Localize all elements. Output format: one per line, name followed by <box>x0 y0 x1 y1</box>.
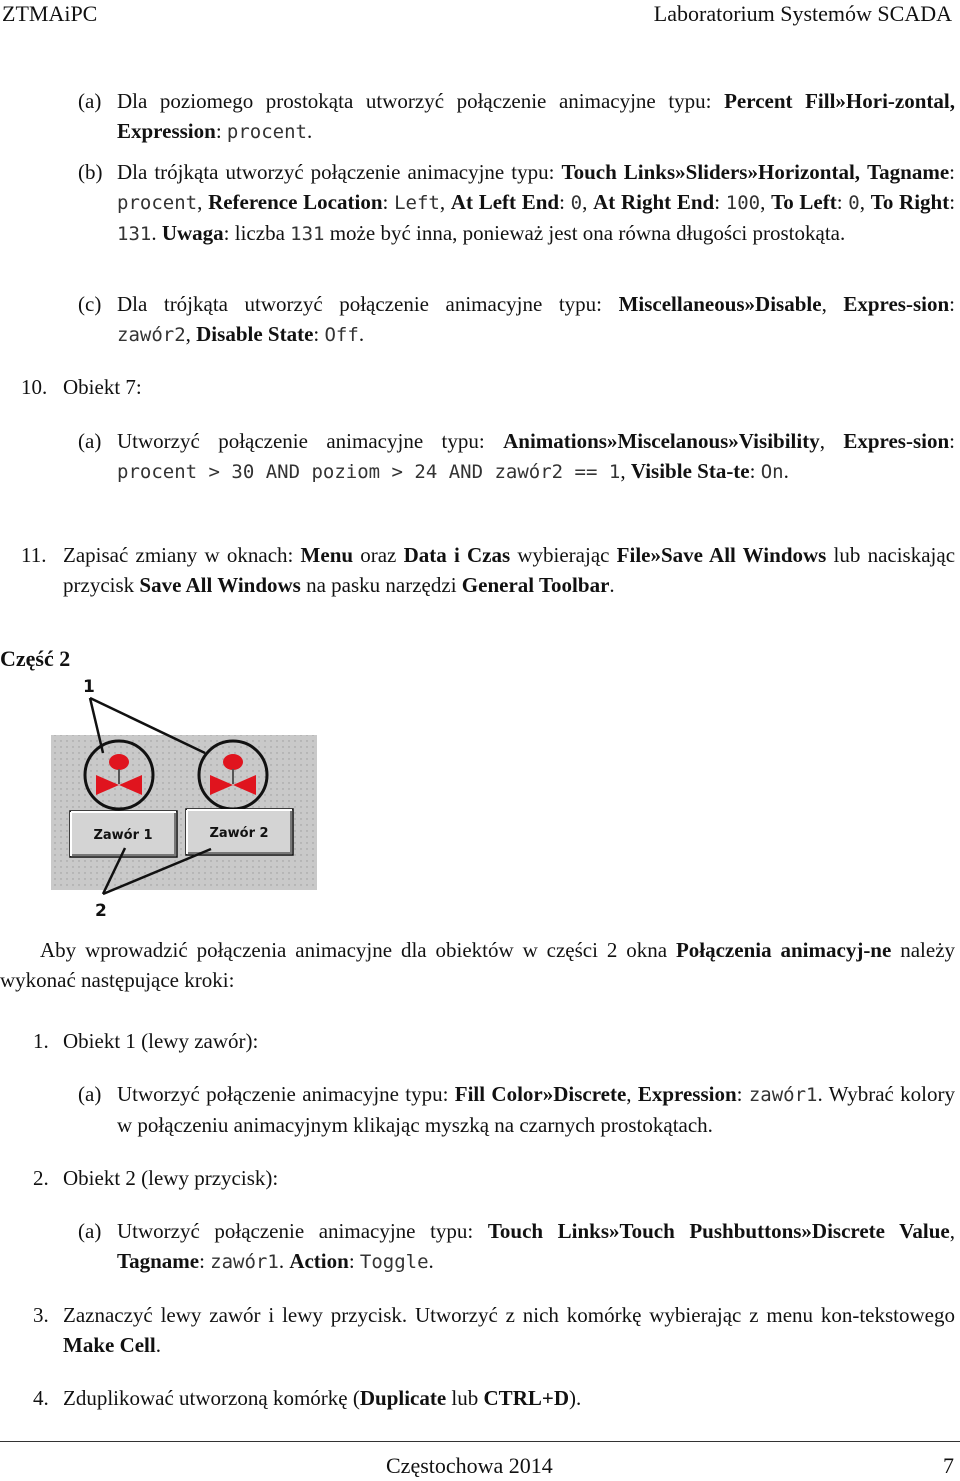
item9c-label: (c) <box>78 292 102 316</box>
item9a-label: (a) <box>78 89 102 113</box>
header-right: Laboratorium Systemów SCADA <box>653 1 952 26</box>
item9b-label: (b) <box>78 160 103 184</box>
item10-title: Obiekt 7: <box>63 375 142 399</box>
item10-num: 10. <box>21 375 48 399</box>
callout-1: 1 <box>83 677 95 697</box>
part2-intro: Aby wprowadzić połączenia animacyjne dla obiektów w części 2 okna Połączenia animacyj-ne należy wykonać następujące kroki: <box>0 938 956 992</box>
step2a-text: Utworzyć połączenie animacyjne typu: Touch Links»Touch Pushbuttons»Discrete Value, Tagname: zawór1. Action: Toggle. <box>117 1219 955 1273</box>
item9c-text: Dla trójkąta utworzyć połączenie animacyjne typu: Miscellaneous»Disable, Expres-sion: zawór2, Disable State: Off. <box>117 292 956 346</box>
zawor-1-label: Zawór 1 <box>93 828 153 843</box>
valves-figure-svg <box>40 672 340 922</box>
item10a-label: (a) <box>78 429 102 453</box>
section-title: Część 2 <box>0 646 71 671</box>
step4-num: 4. <box>33 1386 49 1410</box>
step2-num: 2. <box>33 1166 49 1190</box>
step2-title: Obiekt 2 (lewy przycisk): <box>63 1166 279 1190</box>
footer-location: Częstochowa 2014 <box>386 1453 553 1478</box>
footer-rule <box>0 1441 960 1442</box>
step3-text: Zaznaczyć lewy zawór i lewy przycisk. Utworzyć z nich komórkę wybierając z menu kon-tekstowego Make Cell. <box>63 1303 955 1357</box>
step1-num: 1. <box>33 1029 49 1053</box>
step3-num: 3. <box>33 1303 49 1327</box>
step4-text: Zduplikować utworzoną komórkę (Duplicate lub CTRL+D). <box>63 1386 582 1410</box>
item9a-text: Dla poziomego prostokąta utworzyć połączenie animacyjne typu: Percent Fill»Hori-zontal, Expression: procent. <box>117 89 955 143</box>
item11-text: Zapisać zmiany w oknach: Menu oraz Data i Czas wybierając File»Save All Windows lub naciskając przycisk Save All Windows na pasku narzędzi General Toolbar. <box>63 543 956 597</box>
zawor-2-label: Zawór 2 <box>209 826 269 841</box>
zawor-2-button[interactable] <box>186 809 293 855</box>
valves-figure <box>40 672 340 922</box>
callout-2: 2 <box>95 901 107 921</box>
page-number: 7 <box>943 1453 954 1478</box>
item9b-text: Dla trójkąta utworzyć połączenie animacyjne typu: Touch Links»Sliders»Horizontal, Tagname: procent, Reference Location: Left, At Left End: 0, At Right End: 100, To Left: 0, To Right: 131. Uwaga: liczba 131 może być inna, ponieważ jest ona równa długości prostokąta. <box>117 160 956 245</box>
step2a-label: (a) <box>78 1219 102 1243</box>
step1a-label: (a) <box>78 1082 102 1106</box>
header-left: ZTMAiPC <box>2 1 98 26</box>
page-header <box>0 0 960 30</box>
step1-title: Obiekt 1 (lewy zawór): <box>63 1029 259 1053</box>
item11-num: 11. <box>21 543 47 567</box>
item10a-text: Utworzyć połączenie animacyjne typu: Animations»Miscelanous»Visibility, Expres-sion: procent > 30 AND poziom > 24 AND zawór2 == 1, Visible Sta-te: On. <box>117 429 956 483</box>
step1a-text: Utworzyć połączenie animacyjne typu: Fill Color»Discrete, Expression: zawór1. Wybrać kolory w połączeniu animacyjnym klikając myszką na czarnych prostokątach. <box>117 1082 955 1137</box>
